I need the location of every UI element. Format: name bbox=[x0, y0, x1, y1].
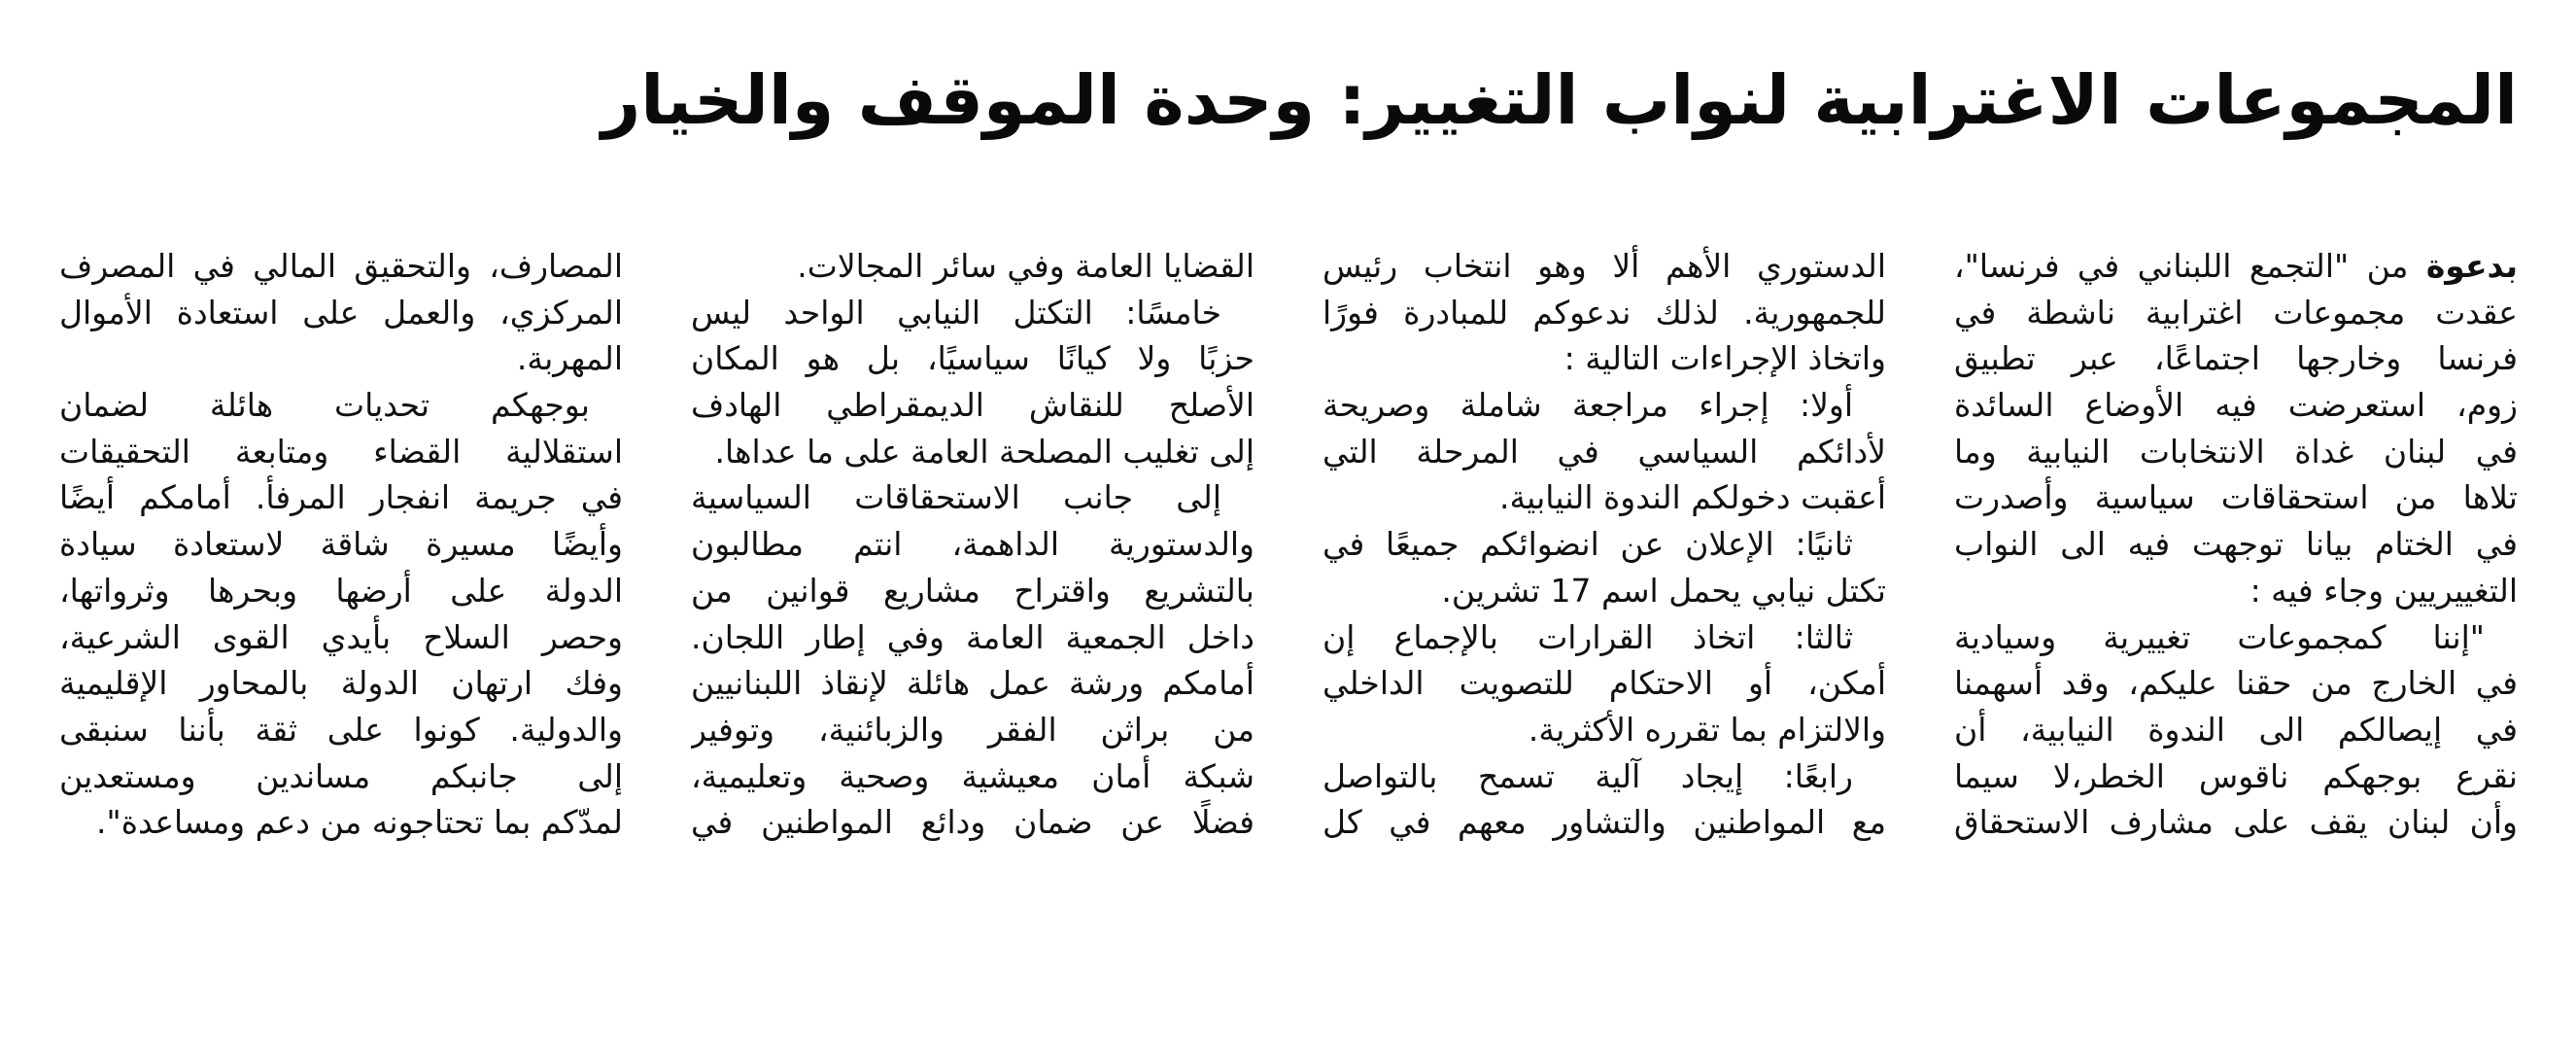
column-3-line: إلى تغليب المصلحة العامة على ما عداها. bbox=[714, 432, 1254, 471]
column-1-line: في الختام بيانا توجهت فيه الى النواب bbox=[1954, 525, 2518, 564]
column-1-line: تلاها من استحقاقات سياسية وأصدرت bbox=[1954, 478, 2518, 517]
column-2-line: أعقبت دخولكم الندوة النيابية. bbox=[1498, 478, 1886, 517]
column-3-line: حزبًا ولا كيانًا سياسيًا، بل هو المكان bbox=[691, 339, 1254, 378]
column-1-line: فرنسا وخارجها اجتماعًا، عبر تطبيق bbox=[1954, 339, 2518, 378]
column-4-line: وأيضًا مسيرة شاقة لاستعادة سيادة bbox=[59, 525, 623, 564]
column-4-line: المهربة. bbox=[516, 339, 623, 378]
column-3-line: من براثن الفقر والزبائنية، وتوفير bbox=[691, 710, 1254, 749]
column-3-line: خامسًا: التكتل النيابي الواحد ليس bbox=[691, 293, 1221, 332]
column-2-line: تكتل نيابي يحمل اسم 17 تشرين. bbox=[1441, 571, 1886, 610]
column-3-line: القضايا العامة وفي سائر المجالات. bbox=[797, 247, 1254, 285]
column-4-line: استقلالية القضاء ومتابعة التحقيقات bbox=[59, 432, 623, 471]
column-2-line: لأدائكم السياسي في المرحلة التي bbox=[1322, 432, 1886, 471]
lead-word: بدعوة bbox=[2425, 247, 2518, 285]
column-1-line: نقرع بوجهكم ناقوس الخطر،لا سيما bbox=[1954, 756, 2518, 795]
line-text: من "التجمع اللبناني في فرنسا"، bbox=[1954, 247, 2426, 285]
article-column-3 bbox=[691, 243, 1254, 846]
article-column-1 bbox=[1954, 243, 2518, 846]
column-2-line: والالتزام بما تقرره الأكثرية. bbox=[1528, 710, 1886, 749]
column-2-line: أولا: إجراء مراجعة شاملة وصريحة bbox=[1322, 386, 1853, 425]
column-3-line: أمامكم ورشة عمل هائلة لإنقاذ اللبنانيين bbox=[691, 664, 1254, 703]
column-1-line: زوم، استعرضت فيه الأوضاع السائدة bbox=[1954, 386, 2518, 425]
column-1-line: في إيصالكم الى الندوة النيابية، أن bbox=[1954, 710, 2518, 749]
column-1-line: عقدت مجموعات اغترابية ناشطة في bbox=[1954, 293, 2518, 332]
column-1-line: التغييريين وجاء فيه : bbox=[2250, 571, 2518, 610]
column-4-line: والدولية. كونوا على ثقة بأننا سنبقى bbox=[59, 710, 623, 749]
column-1-line: في لبنان غداة الانتخابات النيابية وما bbox=[1954, 432, 2518, 471]
column-4-line: الدولة على أرضها وبحرها وثرواتها، bbox=[59, 571, 623, 610]
column-3-line: فضلًا عن ضمان ودائع المواطنين في bbox=[691, 803, 1254, 842]
column-3-line: داخل الجمعية العامة وفي إطار اللجان. bbox=[691, 617, 1254, 656]
column-2-line: الدستوري الأهم ألا وهو انتخاب رئيس bbox=[1322, 247, 1886, 285]
column-2-line: واتخاذ الإجراءات التالية : bbox=[1563, 339, 1886, 378]
column-4-line: وفك ارتهان الدولة بالمحاور الإقليمية bbox=[59, 664, 623, 703]
article-column-2 bbox=[1322, 243, 1886, 846]
column-4-line: بوجهكم تحديات هائلة لضمان bbox=[59, 386, 590, 425]
column-2-line: للجمهورية. لذلك ندعوكم للمبادرة فورًا bbox=[1322, 293, 1886, 332]
article-headline: المجموعات الاغترابية لنواب التغيير: وحدة الموقف والخيار bbox=[601, 60, 2518, 140]
column-4-line: المصارف، والتحقيق المالي في المصرف bbox=[59, 247, 623, 285]
column-2-line: رابعًا: إيجاد آلية تسمح بالتواصل bbox=[1322, 756, 1853, 795]
column-3-line: الأصلح للنقاش الديمقراطي الهادف bbox=[691, 386, 1254, 425]
column-2-line: ثانيًا: الإعلان عن انضوائكم جميعًا في bbox=[1322, 525, 1853, 564]
column-4-line: في جريمة انفجار المرفأ. أمامكم أيضًا bbox=[59, 478, 623, 517]
column-1-line: "إننا كمجموعات تغييرية وسيادية bbox=[1954, 617, 2485, 656]
column-4-line: إلى جانبكم مساندين ومستعدين bbox=[59, 756, 623, 795]
article-column-4 bbox=[59, 243, 623, 846]
column-2-line: ثالثا: اتخاذ القرارات بالإجماع إن bbox=[1322, 617, 1853, 656]
column-3-line: إلى جانب الاستحقاقات السياسية bbox=[691, 478, 1221, 517]
column-3-line: شبكة أمان معيشية وصحية وتعليمية، bbox=[691, 756, 1254, 795]
column-2-line: مع المواطنين والتشاور معهم في كل bbox=[1322, 803, 1886, 842]
column-3-line: والدستورية الداهمة، انتم مطالبون bbox=[691, 525, 1254, 564]
column-3-line: بالتشريع واقتراح مشاريع قوانين من bbox=[691, 571, 1254, 610]
column-1-line: وأن لبنان يقف على مشارف الاستحقاق bbox=[1954, 803, 2518, 842]
column-4-line: وحصر السلاح بأيدي القوى الشرعية، bbox=[59, 617, 623, 656]
column-2-line: أمكن، أو الاحتكام للتصويت الداخلي bbox=[1322, 664, 1886, 703]
column-4-line: لمدّكم بما تحتاجونه من دعم ومساعدة". bbox=[96, 803, 623, 842]
column-1-line bbox=[1954, 243, 2518, 290]
column-4-line: المركزي، والعمل على استعادة الأموال bbox=[59, 293, 623, 332]
column-1-line: في الخارج من حقنا عليكم، وقد أسهمنا bbox=[1954, 664, 2518, 703]
